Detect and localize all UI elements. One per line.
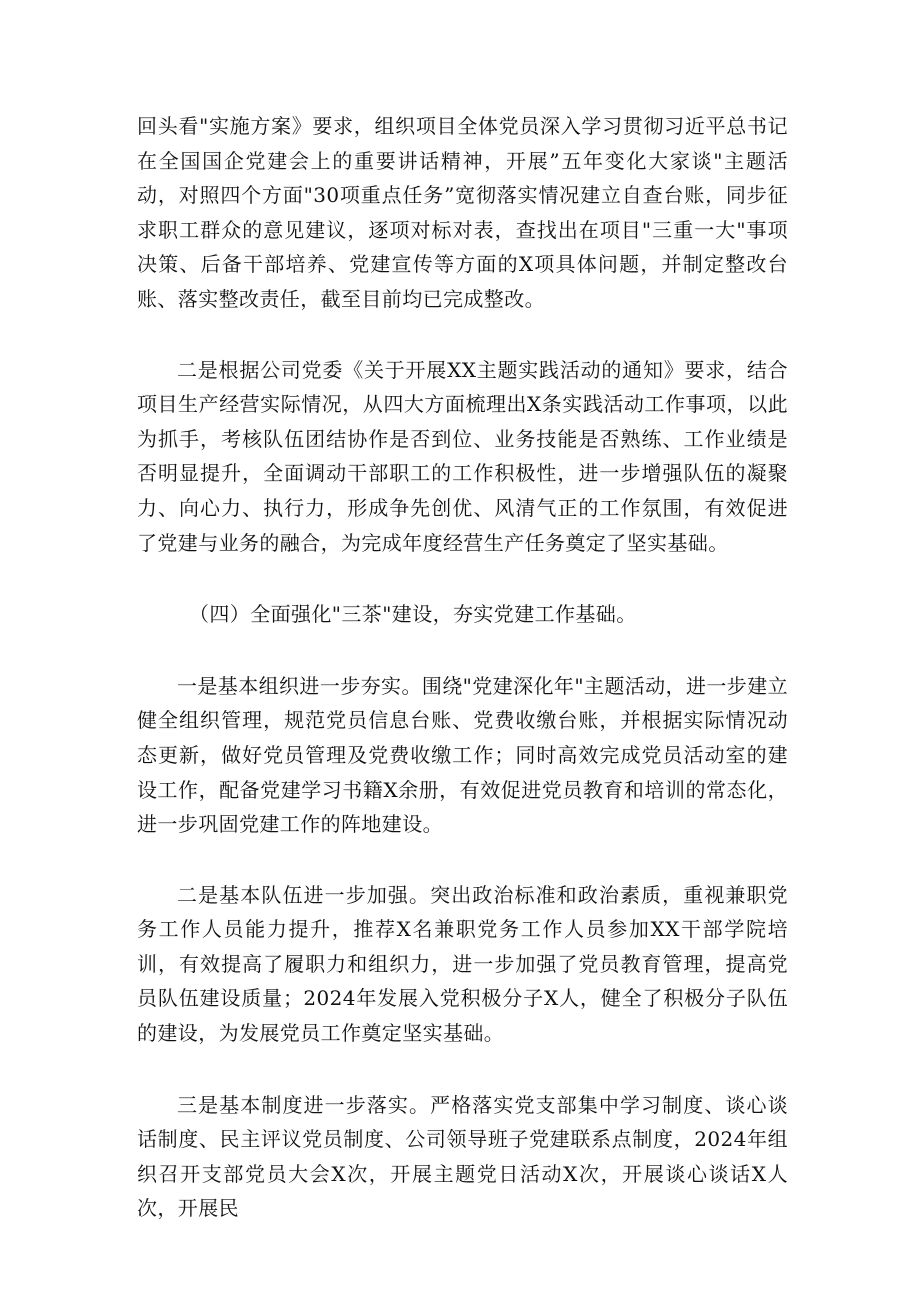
paragraph-practice-activity: 二是根据公司党委《关于开展XX主题实践活动的通知》要求，结合项目生产经营实际情况，从四大方面梳理出X条实践活动工作事项，以此为抓手，考核队伍团结协作是否到位、业务技能是否熟练、工作业绩是否明显提升，全面调动干部职工的工作积极性，进一步增强队伍的凝聚力、向心力、执行力，形成争先创优、风清气正的工作氛围，有效促进了党建与业务的融合，为完成年度经营生产任务奠定了坚实基础。 bbox=[137, 357, 788, 555]
document-body bbox=[137, 109, 788, 1226]
paragraph-basic-organization: 一是基本组织进一步夯实。围绕"党建深化年"主题活动，进一步建立健全组织管理，规范党员信息台账、党费收缴台账，并根据实际情况动态更新，做好党员管理及党费收缴工作；同时高效完成党员活动室的建设工作，配备党建学习书籍X余册，有效促进党员教育和培训的常态化，进一步巩固党建工作的阵地建设。 bbox=[137, 673, 788, 837]
paragraph-basic-system: 三是基本制度进一步落实。严格落实党支部集中学习制度、谈心谈话制度、民主评议党员制度、公司领导班子党建联系点制度，2024年组织召开支部党员大会X次，开展主题党日活动X次，开展谈心谈话X人次，开展民 bbox=[137, 1092, 788, 1221]
section-heading: （四）全面强化"三茶"建设，夯实党建工作基础。 bbox=[189, 602, 637, 627]
paragraph-basic-team: 二是基本队伍进一步加强。突出政治标准和政治素质，重视兼职党务工作人员能力提升，推荐X名兼职党务工作人员参加XX干部学院培训，有效提高了履职力和组织力，进一步加强了党员教育管理，提高党员队伍建设质量；2024年发展入党积极分子X人，健全了积极分子队伍的建设，为发展党员工作奠定坚实基础。 bbox=[137, 882, 788, 1046]
paragraph-continuation: 回头看"实施方案》要求，组织项目全体党员深入学习贯彻习近平总书记在全国国企党建会上的重要讲话精神，开展”五年变化大家谈"主题活动，对照四个方面"30项重点任务”宽彻落实情况建立自查台账，同步征求职工群众的意见建议，逐项对标对表，查找出在项目"三重一大"事项决策、后备干部培养、党建宣传等方面的X项具体问题，并制定整改台账、落实整改责任，截至目前均已完成整改。 bbox=[137, 114, 788, 311]
